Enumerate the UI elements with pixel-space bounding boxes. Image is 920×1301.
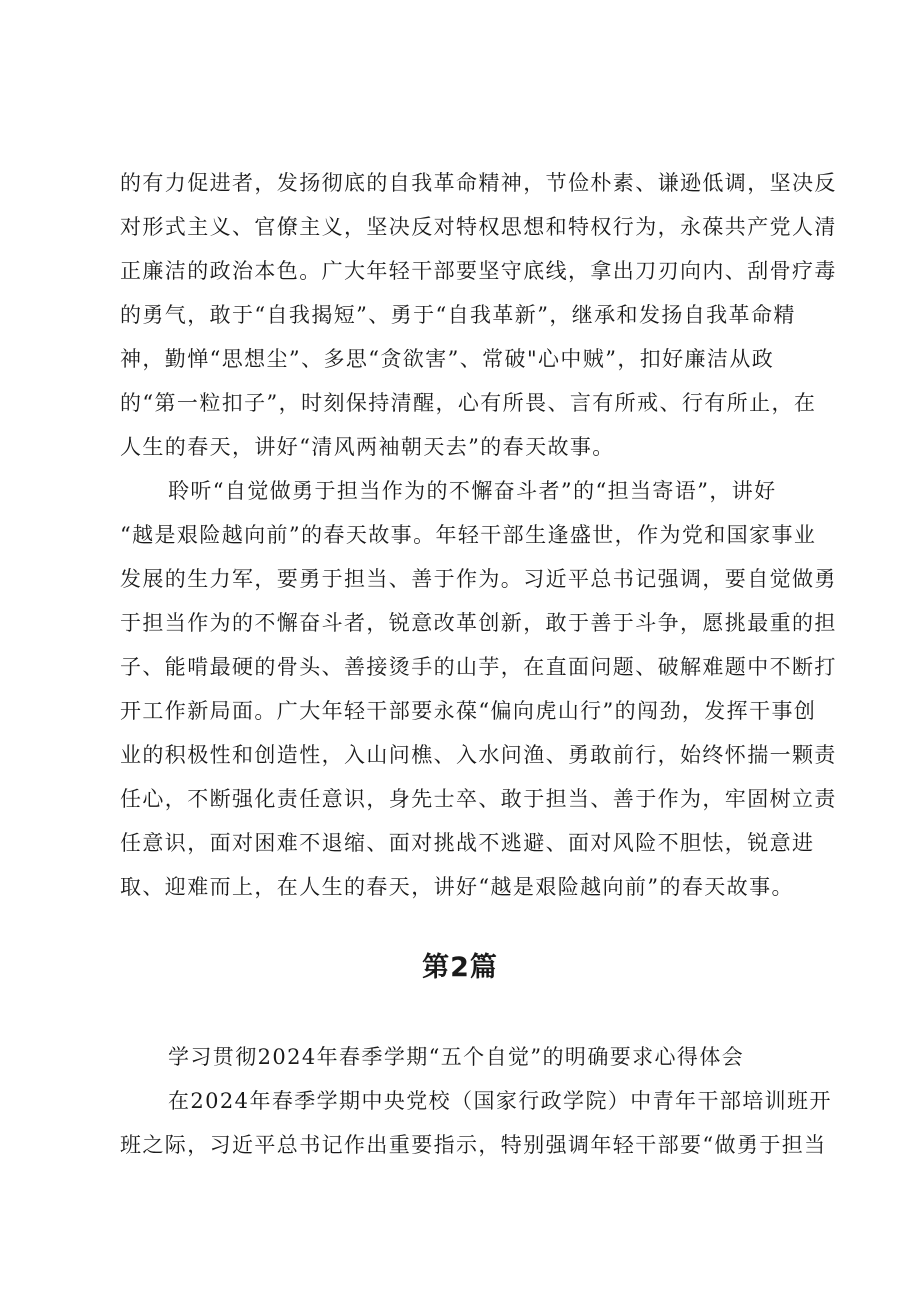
text-line: 发展的生力军，要勇于担当、善于作为。习近平总书记强调，要自觉做勇: [120, 567, 837, 591]
text-line: 人生的春天，讲好“清风两袖朝天去”的春天故事。: [120, 435, 615, 459]
text-line: 的有力促进者，发扬彻底的自我革命精神，节俭朴素、谦逊低调，坚决反: [120, 171, 837, 195]
section-heading: 第2篇: [422, 952, 498, 983]
text-line: 的“第一粒扣子”，时刻保持清醒，心有所畏、言有所戒、行有所止，在: [120, 391, 817, 415]
text-line: 取、迎难而上，在人生的春天，讲好“越是艰险越向前”的春天故事。: [120, 875, 794, 899]
text-line: 开工作新局面。广大年轻干部要永葆“偏向虎山行”的闯劲，发挥干事创: [120, 699, 817, 723]
text-line: 正廉洁的政治本色。广大年轻干部要坚守底线，拿出刀刃向内、刮骨疗毒: [120, 259, 837, 283]
text-line: 在2024年春季学期中央党校（国家行政学院）中青年干部培训班开: [168, 1089, 832, 1113]
text-line: 业的积极性和创造性，入山问樵、入水问渔、勇敢前行，始终怀揣一颗责: [120, 743, 837, 767]
text-line: 子、能啃最硬的骨头、善接烫手的山芋，在直面问题、破解难题中不断打: [120, 655, 837, 679]
text-line: “越是艰险越向前”的春天故事。年轻干部生逢盛世，作为党和国家事业: [120, 523, 817, 547]
text-line: 对形式主义、官僚主义，坚决反对特权思想和特权行为，永葆共产党人清: [120, 215, 837, 239]
text-line: 任意识，面对困难不退缩、面对挑战不逃避、面对风险不胆怯，锐意进: [120, 831, 815, 855]
text-line: 的勇气，敢于“自我揭短”、勇于“自我革新”，继承和发扬自我革命精: [120, 303, 796, 327]
text-line: 任心，不断强化责任意识，身先士卒、敢于担当、善于作为，牢固树立责: [120, 787, 837, 811]
text-line: 班之际，习近平总书记作出重要指示，特别强调年轻干部要“做勇于担当: [120, 1133, 827, 1157]
text-line: 神，勤惮“思想尘”、多思“贪欲害”、常破"心中贼”，扣好廉洁从政: [120, 347, 775, 371]
article-title: 学习贯彻2024年春季学期“五个自觉”的明确要求心得体会: [168, 1045, 745, 1069]
text-line: 于担当作为的不懈奋斗者，锐意改革创新，敢于善于斗争，愿挑最重的担: [120, 611, 837, 635]
text-line: 聆听“自觉做勇于担当作为的不懈奋斗者”的“担当寄语”，讲好: [168, 479, 777, 503]
